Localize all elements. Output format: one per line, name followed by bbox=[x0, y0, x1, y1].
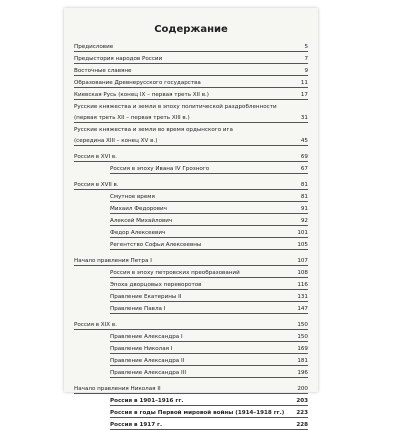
toc-entry-catherine-ii: Правление Екатерины II 131 bbox=[110, 290, 308, 302]
toc-entry-mikhail: Михаил Федорович 91 bbox=[110, 202, 308, 214]
toc-entry-petrine-reforms: Россия в эпоху петровских преобразований 108 bbox=[110, 266, 308, 278]
toc-entry-time-of-troubles: Смутное время 81 bbox=[110, 190, 308, 202]
table-of-contents bbox=[74, 40, 308, 430]
toc-entry-1917: Россия в 1917 г. 228 bbox=[110, 418, 308, 430]
toc-entry-peter-i: Начало правления Петра I 107 bbox=[74, 254, 308, 266]
toc-entry-russia-19c: Россия в XIX в. 150 bbox=[74, 318, 308, 330]
toc-entry-russia-16c: Россия в XVI в. 69 bbox=[74, 150, 308, 162]
toc-entry-fragmentation-line2: (первая треть XII – первая треть XIII в.) 31 bbox=[74, 111, 308, 123]
toc-entry-feodor: Федор Алексеевич 101 bbox=[110, 226, 308, 238]
toc-entry-ivan-iv: Россия в эпоху Ивана IV Грозного 67 bbox=[110, 162, 308, 174]
toc-entry-kievan-rus: Киевская Русь (конец IX – первая треть XII в.) 17 bbox=[74, 88, 308, 100]
page-title: Содержание bbox=[154, 24, 228, 35]
toc-entry-ww1: Россия в годы Первой мировой войны (1914–1918 гг.) 223 bbox=[110, 406, 308, 418]
toc-entry-alexander-i: Правление Александра I 150 bbox=[110, 330, 308, 342]
toc-entry-prehistory: Предыстория народов России 7 bbox=[74, 52, 308, 64]
toc-entry-alexander-iii: Правление Александра III 196 bbox=[110, 366, 308, 378]
toc-entry-old-rus-state: Образование Древнерусского государства 11 bbox=[74, 76, 308, 88]
book-page bbox=[64, 8, 318, 428]
toc-entry-nicholas-ii: Начало правления Николая II 200 bbox=[74, 382, 308, 394]
toc-entry-horde-yoke-line1: Русские княжества и земли во время ордынского ига bbox=[74, 127, 233, 133]
toc-entry-sophia: Регентство Софьи Алексеевны 105 bbox=[110, 238, 308, 250]
toc-entry-1901-1916: Россия в 1901–1916 гг. 203 bbox=[110, 394, 308, 406]
toc-entry-alexei: Алексей Михайлович 92 bbox=[110, 214, 308, 226]
toc-entry-east-slavs: Восточные славяне 9 bbox=[74, 64, 308, 76]
toc-entry-alexander-ii: Правление Александра II 181 bbox=[110, 354, 308, 366]
toc-entry-nicholas-i: Правление Николая I 169 bbox=[110, 342, 308, 354]
toc-entry-horde-yoke-line2: (середина XIII – конец XV в.) 45 bbox=[74, 134, 308, 146]
toc-entry-palace-coups: Эпоха дворцовых переворотов 116 bbox=[110, 278, 308, 290]
toc-entry-preface: Предисловие 5 bbox=[74, 40, 308, 52]
toc-entry-paul-i: Правление Павла I 147 bbox=[110, 302, 308, 314]
toc-entry-russia-17c: Россия в XVII в. 81 bbox=[74, 178, 308, 190]
toc-entry-fragmentation-line1: Русские княжества и земли в эпоху политической раздробленности bbox=[74, 104, 277, 110]
